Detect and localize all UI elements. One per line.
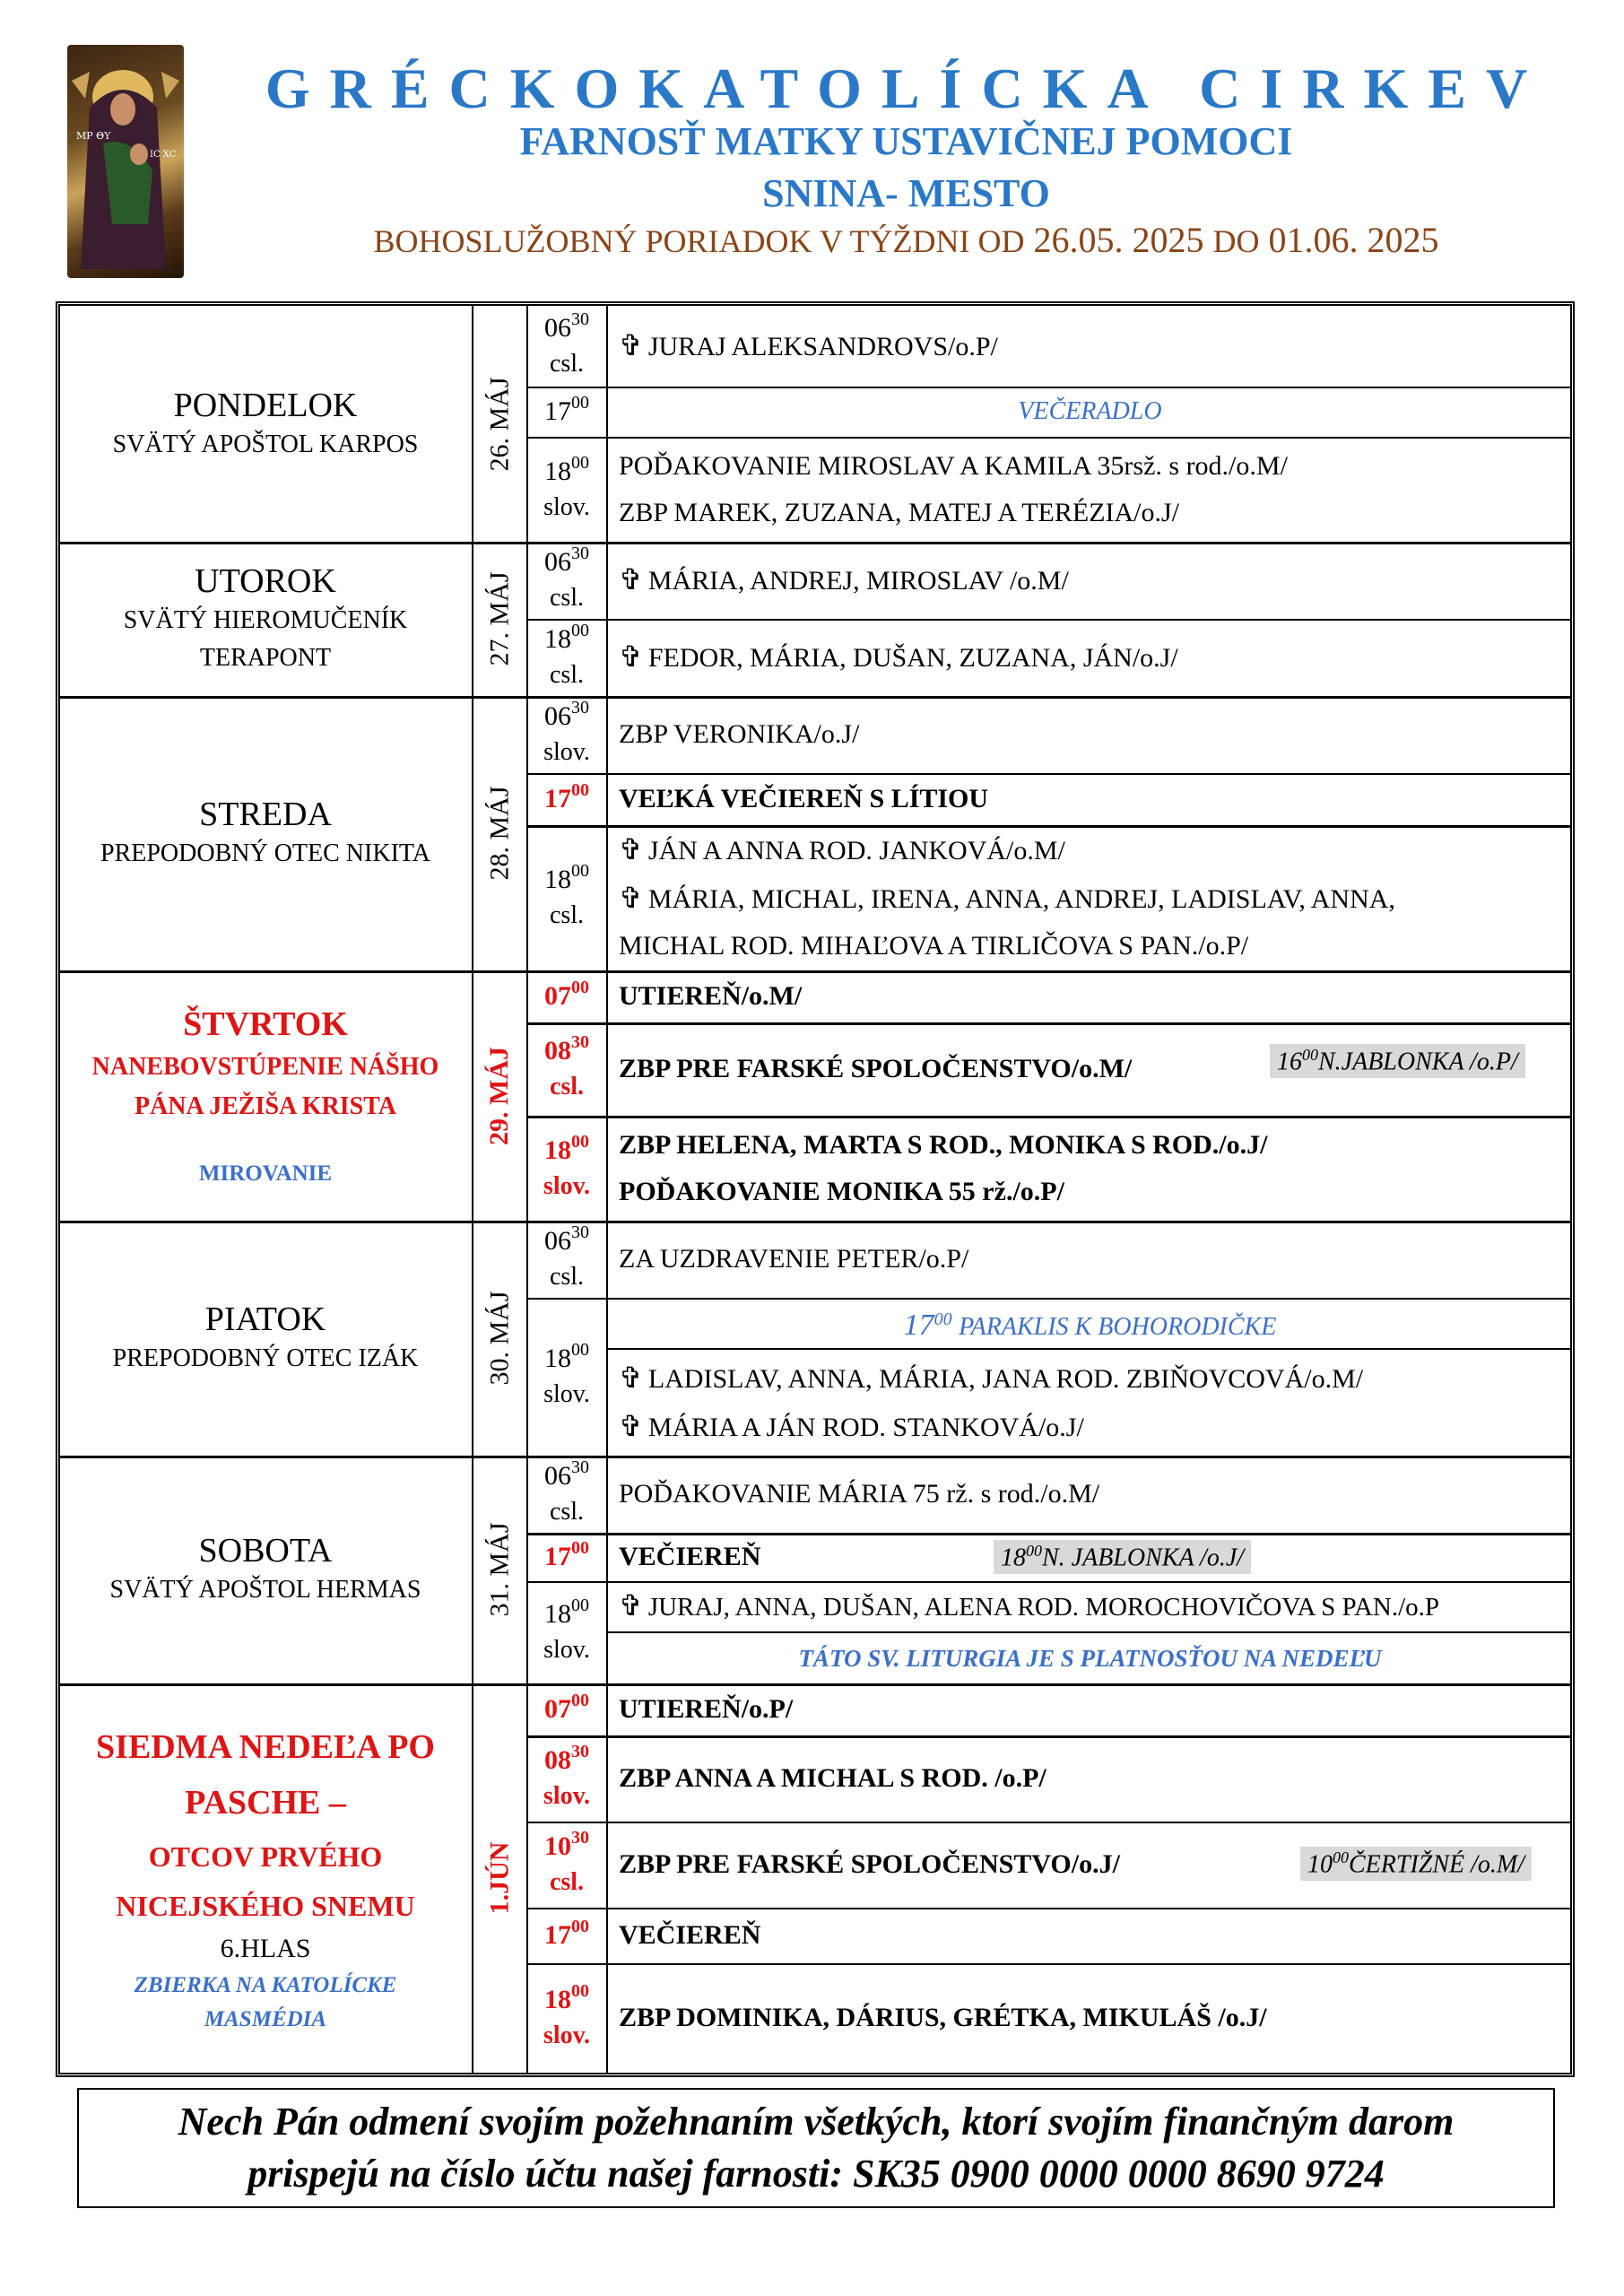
- orthodox-cross-icon: ✞: [619, 329, 643, 361]
- intention: POĎAKOVANIE MÁRIA 75 rž. s rod./o.M/: [619, 1479, 1100, 1509]
- day-date: 31. MÁJ: [484, 1522, 515, 1617]
- service-time: $17^{00}$: [544, 1538, 589, 1571]
- external-service-note: $16^{00}N.JABLONKA$ /o.P/: [1270, 1044, 1525, 1078]
- service-slot: [527, 1533, 1570, 1583]
- orthodox-cross-icon: ✞: [619, 1410, 643, 1442]
- day-name: SOBOTA: [198, 1532, 333, 1570]
- day-row-monday: [60, 306, 1570, 544]
- intention: VEĽKÁ VEČIEREŇ S LÍTIOU: [619, 784, 989, 813]
- date-to: 01.06. 2025: [1268, 220, 1439, 260]
- day-name: UTOROK: [195, 562, 336, 600]
- day-row-sunday: [60, 1683, 1570, 2073]
- intention: UTIEREŇ/o.M/: [619, 981, 803, 1011]
- day-saint: PREPODOBNÝ OTEC IZÁK: [112, 1344, 419, 1372]
- service-time: $07^{00}$: [544, 1691, 589, 1724]
- day-label: [60, 1456, 471, 1683]
- day-saint: SVÄTÝ APOŠTOL HERMAS: [109, 1576, 421, 1604]
- orthodox-cross-icon: ✞: [619, 1589, 643, 1622]
- service-time: $17^{00}$: [544, 393, 589, 426]
- service-slot: [527, 1221, 1570, 1300]
- service-time: $06^{30}$ csl.: [544, 309, 589, 378]
- intention: VEČIEREŇ $18^{00}N$. JABLONKA /o.J/: [608, 1533, 1570, 1581]
- madonna-icon: [67, 45, 184, 278]
- service-time: $06^{30}$ csl.: [544, 1457, 589, 1526]
- donation-line-2: prispejú na číslo účtu našej farnosti: SK35 0900 0000 0000 8690 9724: [248, 2152, 1385, 2196]
- service-slot: [527, 1822, 1570, 1909]
- service-time: $18^{00}$ slov.: [543, 1981, 591, 2049]
- day-date: 28. MÁJ: [484, 786, 515, 881]
- day-row-thursday: [60, 970, 1570, 1223]
- orthodox-cross-icon: ✞: [619, 882, 643, 914]
- service-time: $18^{00}$ slov.: [543, 1596, 590, 1664]
- day-label: [60, 970, 471, 1221]
- collection-note: MASMÉDIA: [204, 2007, 327, 2031]
- service-slot: [527, 306, 1570, 388]
- day-label: [60, 542, 471, 696]
- svg-text:MP ΘY: MP ΘY: [76, 130, 111, 142]
- intention: POĎAKOVANIE MIROSLAV A KAMILA 35rsž. s rod./o.M/ ZBP MAREK, ZUZANA, MATEJ A TERÉZIA/o.J/: [619, 450, 1288, 527]
- parish-name: FARNOSŤ MATKY USTAVIČNEJ POMOCI: [519, 119, 1293, 163]
- collection-note: ZBIERKA NA KATOLÍCKE: [134, 1973, 397, 1997]
- service-time: $17^{00}$: [544, 1917, 589, 1950]
- week-range: [206, 219, 1606, 261]
- day-saint: SVÄTÝ HIEROMUČENÍK: [123, 606, 408, 634]
- feast-name: PÁNA JEŽIŠA KRISTA: [134, 1091, 396, 1120]
- intention: UTIEREŇ/o.P/: [619, 1694, 794, 1724]
- feast-name: NICEJSKÉHO SNEMU: [116, 1890, 415, 1922]
- day-saint: SVÄTÝ APOŠTOL KARPOS: [112, 430, 419, 458]
- day-label: [60, 306, 471, 542]
- external-service-note: $10^{00}ČERTIŽNÉ$ /o.M/: [1300, 1847, 1532, 1881]
- service-slot: [527, 1456, 1570, 1535]
- week-prefix: BOHOSLUŽOBNÝ PORIADOK V TÝŽDNI OD: [373, 223, 1025, 259]
- orthodox-cross-icon: ✞: [619, 640, 643, 673]
- service-time: $17^{00}$: [544, 780, 589, 813]
- feast-name: OTCOV PRVÉHO: [148, 1840, 383, 1873]
- service-slot: [527, 970, 1570, 1025]
- intention: ZA UZDRAVENIE PETER/o.P/: [619, 1244, 969, 1274]
- intention: ✞ JURAJ ALEKSANDROVS/o.P/: [608, 306, 1570, 387]
- service-slot: [527, 696, 1570, 775]
- intention: ZBP PRE FARSKÉ SPOLOČENSTVO/o.J/ $10^{00}ČERTIŽNÉ$ /o.M/: [608, 1822, 1570, 1908]
- external-service-note: $18^{00}N$. JABLONKA /o.J/: [994, 1540, 1251, 1574]
- day-label: [60, 696, 471, 970]
- service-slot: [527, 1963, 1570, 2073]
- intention: ✞ FEDOR, MÁRIA, DUŠAN, ZUZANA, JÁN/o.J/: [608, 619, 1570, 696]
- day-name: PONDELOK: [173, 386, 358, 424]
- service-slot: [527, 773, 1570, 828]
- intention: ZBP DOMINIKA, DÁRIUS, GRÉTKA, MIKULÁŠ /o.J/: [619, 2003, 1267, 2032]
- day-label: [60, 1221, 471, 1456]
- service-slot: [527, 542, 1570, 621]
- service-slot: [527, 619, 1570, 696]
- service-time: $18^{00}$ slov.: [543, 1131, 591, 1200]
- day-name: STREDA: [199, 796, 332, 833]
- day-name: ŠTVRTOK: [183, 1004, 348, 1043]
- donation-notice: [77, 2088, 1555, 2208]
- orthodox-cross-icon: ✞: [619, 833, 643, 865]
- day-name: SIEDMA NEDEĽA PO: [96, 1728, 435, 1766]
- intention: ZBP ANNA A MICHAL S ROD. /o.P/: [619, 1763, 1046, 1793]
- service-time: $18^{00}$ slov.: [543, 452, 590, 521]
- service-slot: [527, 1298, 1570, 1456]
- day-saint: TERAPONT: [199, 644, 332, 672]
- voice-label: 6.HLAS: [220, 1934, 311, 1963]
- day-saint: PREPODOBNÝ OTEC NIKITA: [100, 839, 430, 867]
- service-time: $18^{00}$ slov.: [543, 1340, 590, 1408]
- day-date: 27. MÁJ: [484, 571, 515, 666]
- day-date: 29. MÁJ: [484, 1046, 515, 1145]
- donation-line-1: Nech Pán odmení svojím požehnaním všetkých, ktorí svojím finančným darom: [178, 2100, 1455, 2144]
- day-row-friday: [60, 1221, 1570, 1458]
- service-time: $08^{30}$ slov.: [543, 1742, 591, 1810]
- paraklis-row: $17^{00}$ PARAKLIS K BOHORODIČKE: [608, 1298, 1570, 1350]
- day-row-wednesday: [60, 696, 1570, 973]
- intention: ZBP PRE FARSKÉ SPOLOČENSTVO/o.M/ $16^{00}N.JABLONKA$ /o.P/: [608, 1022, 1570, 1116]
- orthodox-cross-icon: ✞: [619, 563, 643, 596]
- madonna-icon-drawing: [67, 45, 184, 278]
- liturgy-note: TÁTO SV. LITURGIA JE S PLATNOSŤOU NA NEDEĽU: [798, 1645, 1382, 1672]
- svg-text:IC XC: IC XC: [150, 150, 177, 160]
- day-date: 26. MÁJ: [484, 376, 515, 472]
- service-slot: [527, 1116, 1570, 1221]
- service-time: $18^{00}$ csl.: [544, 861, 589, 929]
- intention: ✞ LADISLAV, ANNA, MÁRIA, JANA ROD. ZBIŇOVCOVÁ/o.M/ ✞ MÁRIA A JÁN ROD. STANKOVÁ/o.J/: [608, 1350, 1570, 1456]
- day-row-saturday: [60, 1456, 1570, 1686]
- service-slot: [527, 1022, 1570, 1118]
- intention: ZBP VERONIKA/o.J/: [619, 719, 860, 749]
- day-name: PIATOK: [204, 1300, 326, 1338]
- service-time: $07^{00}$: [544, 978, 589, 1011]
- service-slot: [527, 825, 1570, 970]
- orthodox-cross-icon: ✞: [619, 1361, 643, 1394]
- service-time: $06^{30}$ csl.: [544, 544, 589, 612]
- intention: ZBP HELENA, MARTA S ROD., MONIKA S ROD./o.J/ POĎAKOVANIE MONIKA 55 rž./o.P/: [619, 1129, 1268, 1206]
- service-slot: [527, 1735, 1570, 1823]
- service-slot: [527, 1683, 1570, 1738]
- intention: VEČIEREŇ: [619, 1920, 761, 1950]
- service-time: $10^{30}$ csl.: [544, 1828, 589, 1896]
- service-slot: [527, 1581, 1570, 1683]
- day-note: MIROVANIE: [198, 1161, 333, 1186]
- service-time: $18^{00}$ csl.: [544, 621, 589, 689]
- intention: ✞ MÁRIA, ANDREJ, MIROSLAV /o.M/: [608, 542, 1570, 619]
- schedule-table: [56, 301, 1575, 2077]
- intention: ✞ JURAJ, ANNA, DUŠAN, ALENA ROD. MOROCHOVIČOVA S PAN./o.P: [608, 1581, 1570, 1633]
- day-row-tuesday: [60, 542, 1570, 699]
- service-slot: [527, 387, 1570, 439]
- service-time: $06^{30}$ slov.: [543, 698, 590, 766]
- city-name: SNINA- MESTO: [762, 171, 1050, 215]
- week-mid: DO: [1212, 223, 1260, 259]
- date-from: 26.05. 2025: [1033, 220, 1204, 260]
- service-time: $06^{30}$ csl.: [544, 1222, 589, 1291]
- intention: ✞ JÁN A ANNA ROD. JANKOVÁ/o.M/ ✞ MÁRIA, MICHAL, IRENA, ANNA, ANDREJ, LADISLAV, ANNA, MICHAL ROD. MIHAĽOVA A TIRLIČOVA S PAN./o.P/: [608, 825, 1570, 970]
- service-time: $08^{30}$ csl.: [544, 1032, 589, 1100]
- church-title: GRÉCKOKATOLÍCKA CIRKEV: [265, 57, 1548, 120]
- feast-name: NANEBOVSTÚPENIE NÁŠHO: [91, 1052, 439, 1081]
- service-slot: [527, 1908, 1570, 1965]
- day-label: [60, 1683, 471, 2073]
- day-date: 1.JÚN: [484, 1841, 514, 1915]
- day-date: 30. MÁJ: [484, 1291, 515, 1386]
- day-name: PASCHE –: [185, 1784, 346, 1822]
- intention: VEČERADLO: [1018, 397, 1162, 425]
- service-slot: [527, 437, 1570, 542]
